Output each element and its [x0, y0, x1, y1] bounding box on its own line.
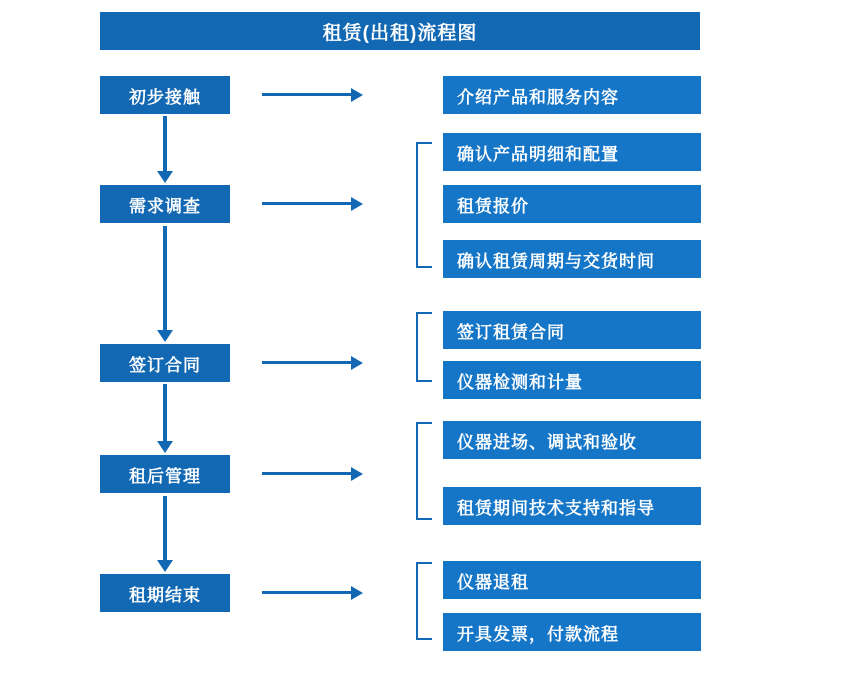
task-box-3[interactable]: 租赁报价 — [443, 185, 701, 223]
group-bracket-2 — [416, 142, 432, 268]
task-box-5[interactable]: 签订租赁合同 — [443, 311, 701, 349]
horizontal-connector-1 — [262, 93, 352, 96]
stage-box-2[interactable]: 需求调查 — [100, 185, 230, 223]
horizontal-connector-5 — [262, 591, 352, 594]
stage-box-5[interactable]: 租期结束 — [100, 574, 230, 612]
horizontal-connector-2 — [262, 202, 352, 205]
vertical-connector-3 — [163, 384, 167, 442]
horizontal-connector-4 — [262, 472, 352, 475]
task-box-10[interactable]: 开具发票，付款流程 — [443, 613, 701, 651]
vertical-connector-1 — [163, 116, 167, 172]
task-box-1[interactable]: 介绍产品和服务内容 — [443, 76, 701, 114]
task-box-4[interactable]: 确认租赁周期与交货时间 — [443, 240, 701, 278]
vertical-connector-2 — [163, 226, 167, 331]
stage-box-4[interactable]: 租后管理 — [100, 455, 230, 493]
vertical-connector-4 — [163, 496, 167, 561]
task-box-8[interactable]: 租赁期间技术支持和指导 — [443, 487, 701, 525]
group-bracket-5 — [416, 562, 432, 640]
task-box-6[interactable]: 仪器检测和计量 — [443, 361, 701, 399]
task-box-7[interactable]: 仪器进场、调试和验收 — [443, 421, 701, 459]
page-title: 租赁(出租)流程图 — [100, 12, 700, 50]
stage-box-1[interactable]: 初步接触 — [100, 76, 230, 114]
horizontal-connector-3 — [262, 361, 352, 364]
task-box-2[interactable]: 确认产品明细和配置 — [443, 133, 701, 171]
task-box-9[interactable]: 仪器退租 — [443, 561, 701, 599]
group-bracket-4 — [416, 422, 432, 520]
stage-box-3[interactable]: 签订合同 — [100, 344, 230, 382]
group-bracket-3 — [416, 312, 432, 382]
